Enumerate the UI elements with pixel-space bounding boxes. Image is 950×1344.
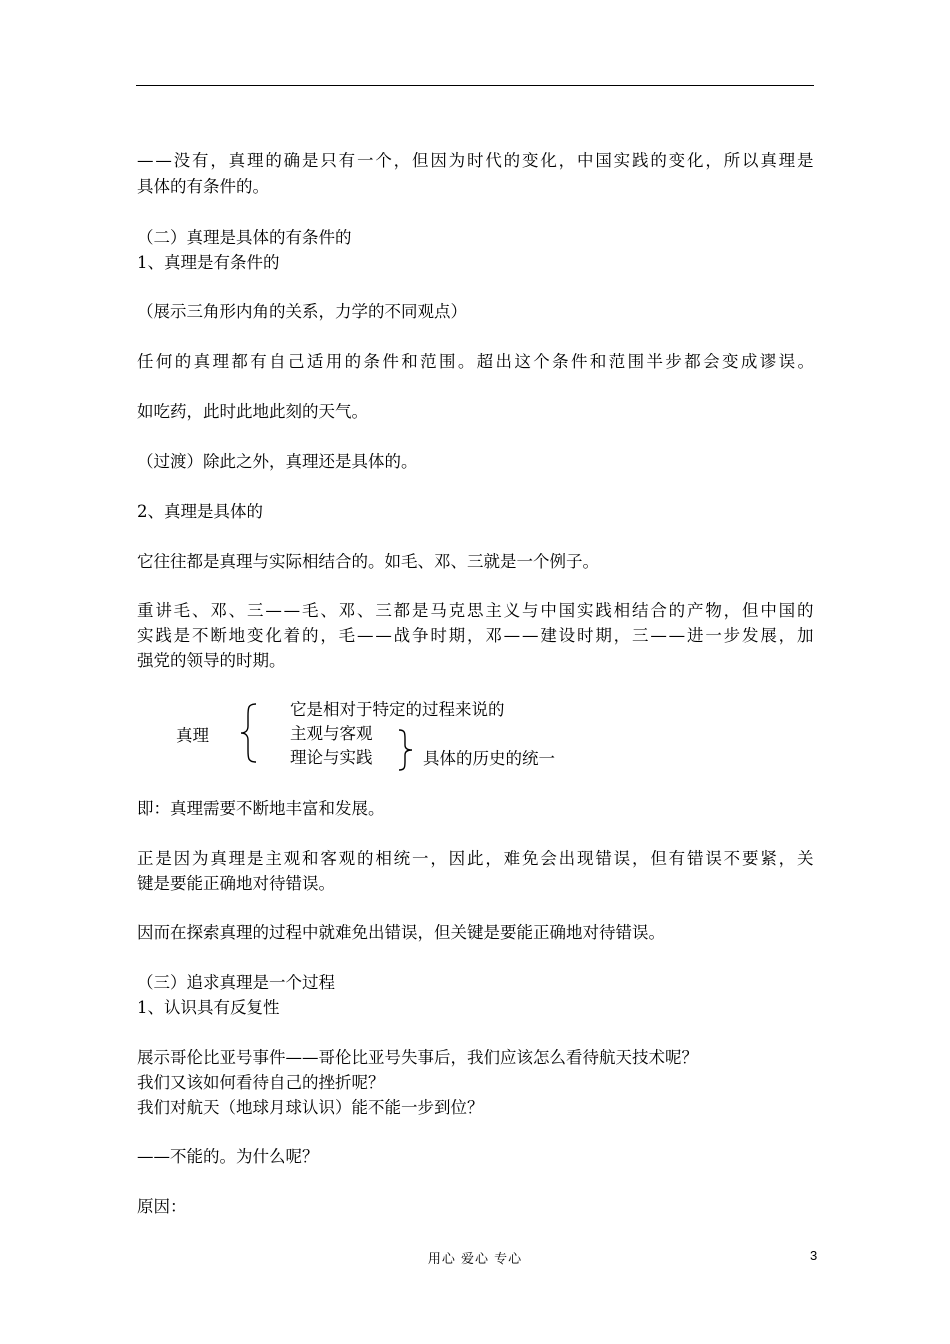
text-line: 如吃药，此时此地此刻的天气。 xyxy=(137,402,368,421)
text-line: 展示哥伦比亚号事件——哥伦比亚号失事后，我们应该怎么看待航天技术呢？ xyxy=(137,1048,698,1067)
text-line: 即：真理需要不断地丰富和发展。 xyxy=(137,799,385,818)
text-line: 强党的领导的时期。 xyxy=(137,651,286,670)
header-rule xyxy=(136,85,814,86)
subsection-heading: 1、认识具有反复性 xyxy=(137,998,280,1017)
text-line: 实践是不断地变化着的，毛——战争时期，邓——建设时期，三——进一步发展，加 xyxy=(137,626,816,645)
diagram-root: 真理 xyxy=(176,726,209,745)
left-brace-icon xyxy=(238,702,260,764)
diagram-result: 具体的历史的统一 xyxy=(423,749,555,768)
diagram-item: 主观与客观 xyxy=(290,724,373,743)
footer-slogan: 用心 爱心 专心 xyxy=(427,1252,523,1267)
text-line: 重讲毛、邓、三——毛、邓、三都是马克思主义与中国实践相结合的产物，但中国的 xyxy=(137,601,816,620)
text-line: 我们又该如何看待自己的挫折呢？ xyxy=(137,1073,385,1092)
text-line: ——不能的。为什么呢？ xyxy=(137,1147,319,1166)
text-line: 键是要能正确地对待错误。 xyxy=(137,874,335,893)
text-line: 任何的真理都有自己适用的条件和范围。超出这个条件和范围半步都会变成谬误。 xyxy=(137,352,817,371)
text-line: 正是因为真理是主观和客观的相统一，因此，难免会出现错误，但有错误不要紧，关 xyxy=(137,849,816,868)
text-line: ——没有，真理的确是只有一个，但因为时代的变化，中国实践的变化，所以真理是 xyxy=(137,151,816,170)
text-line: （过渡）除此之外，真理还是具体的。 xyxy=(137,452,418,471)
diagram-item: 它是相对于特定的过程来说的 xyxy=(290,700,505,719)
text-line: 我们对航天（地球月球认识）能不能一步到位？ xyxy=(137,1098,484,1117)
page-number: 3 xyxy=(810,1248,818,1263)
text-line: 具体的有条件的。 xyxy=(137,177,269,196)
text-line: 它往往都是真理与实际相结合的。如毛、邓、三就是一个例子。 xyxy=(137,552,599,571)
text-line: （展示三角形内角的关系，力学的不同观点） xyxy=(137,302,467,321)
subsection-heading: 1、真理是有条件的 xyxy=(137,253,280,272)
subsection-heading: 2、真理是具体的 xyxy=(137,502,263,521)
section-heading: （三）追求真理是一个过程 xyxy=(137,973,335,992)
diagram-item: 理论与实践 xyxy=(290,748,373,767)
section-heading: （二）真理是具体的有条件的 xyxy=(137,228,352,247)
text-line: 原因： xyxy=(137,1197,187,1216)
text-line: 因而在探索真理的过程中就难免出错误，但关键是要能正确地对待错误。 xyxy=(137,923,665,942)
right-brace-icon xyxy=(396,728,416,772)
